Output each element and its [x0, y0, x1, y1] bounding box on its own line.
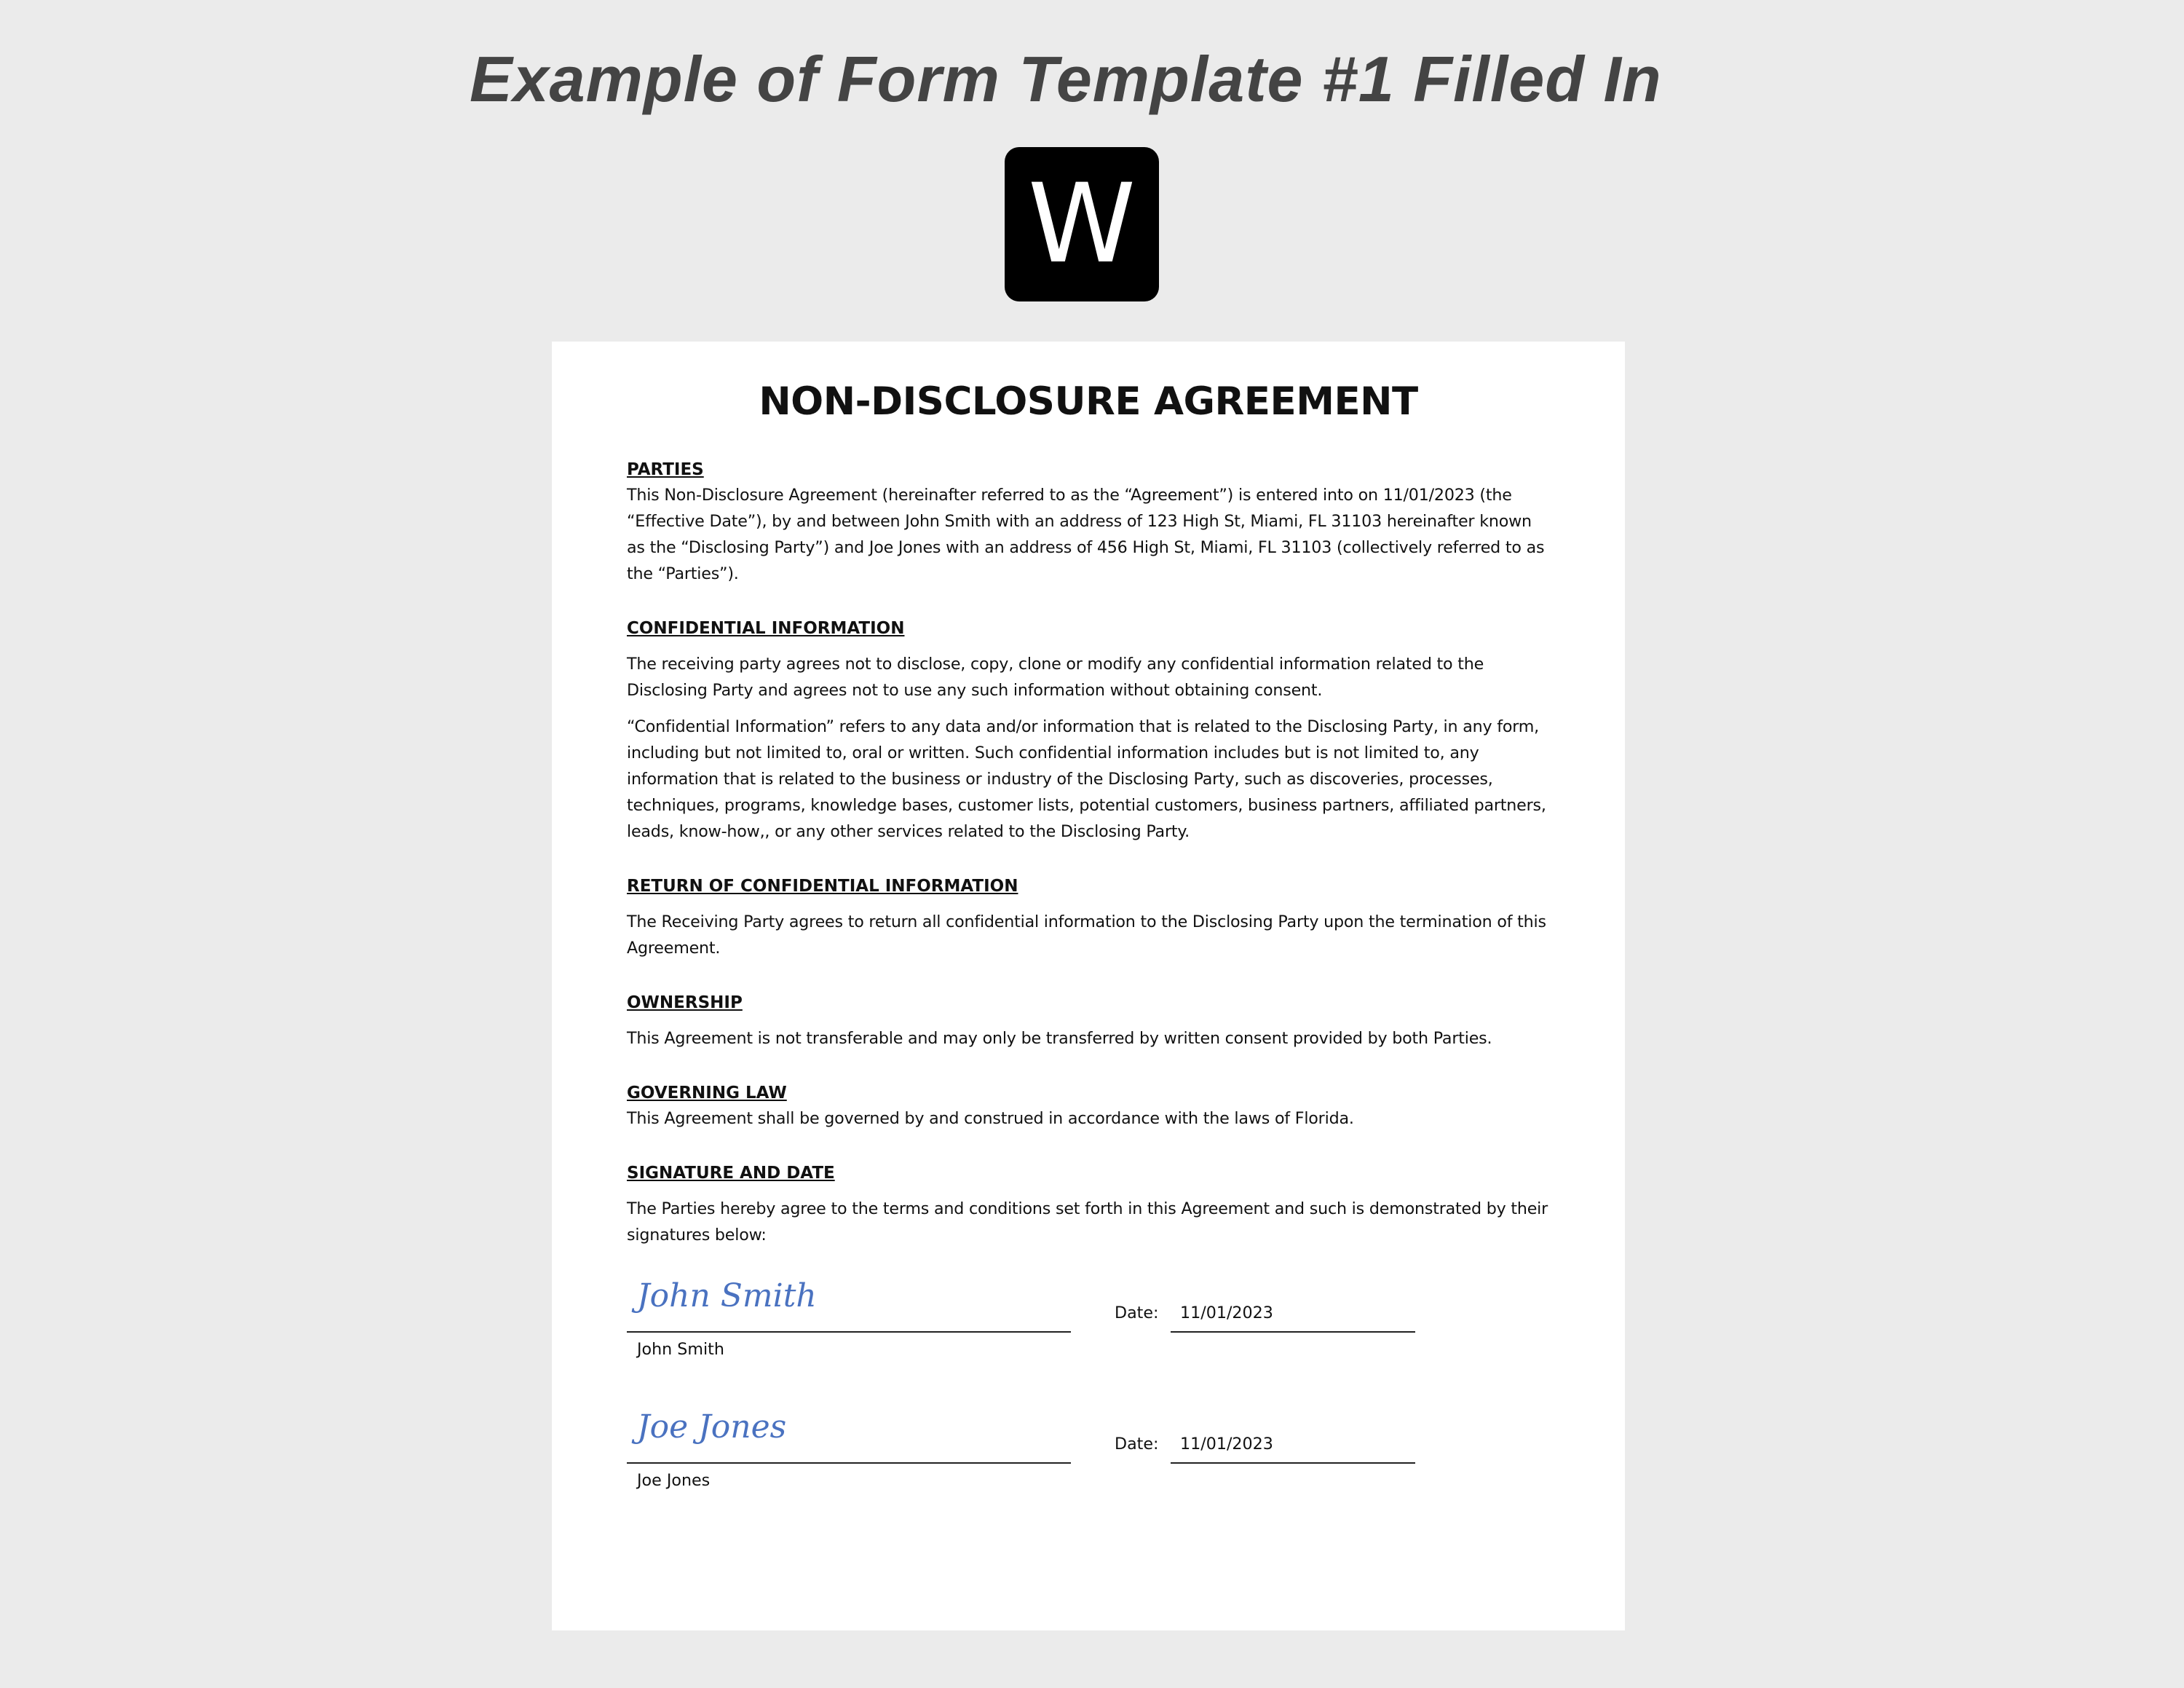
section-heading-signature: SIGNATURE AND DATE [627, 1164, 835, 1183]
signer-name-1: John Smith [637, 1340, 724, 1359]
date-label-1: Date: [1115, 1304, 1159, 1322]
signature-2: Joe Jones [637, 1408, 787, 1446]
signer-name-2: Joe Jones [637, 1471, 711, 1490]
page-title: Example of Form Template #1 Filled In [470, 43, 1662, 115]
signature-1: John Smith [637, 1277, 817, 1314]
signature-line-1 [627, 1331, 1071, 1333]
date-label-2: Date: [1115, 1435, 1159, 1454]
section-heading-return: RETURN OF CONFIDENTIAL INFORMATION [627, 877, 1018, 896]
word-icon-letter: W [1027, 161, 1136, 288]
paragraph-ownership: This Agreement is not transferable and may only be transferred by written consent provided by both Parties. [627, 1029, 1492, 1048]
signature-line-2 [627, 1462, 1071, 1464]
nda-document [552, 342, 1625, 1630]
section-heading-parties: PARTIES [627, 460, 704, 479]
section-ownership [627, 990, 1550, 1052]
microsoft-word-icon [1005, 147, 1159, 301]
paragraph-parties: This Non-Disclosure Agreement (hereinafter referred to as the “Agreement”) is entered into on 11/01/2023 (the “Effective Date”), by and between John Smith with an address of 123 High St, Miami, FL 31103 hereinafter known as the “Disclosing Party”) and Joe Jones with an address of 456 High St, Miami, FL 31103 (collectively referred to as the “Parties”). [627, 486, 1545, 583]
paragraph-confidential-2: “Confidential Information” refers to any data and/or information that is related to the Disclosing Party, in any form, including but not limited to, oral or written. Such confidential information includes but is not limited to, any information that is related to the business or industry of the Disclosing Party, such as discoveries, processes, techniques, programs, knowledge bases, customer lists, potential customers, business partners, affiliated partners, leads, know-how,, or any other services related to the Disclosing Party. [627, 717, 1546, 841]
document-title: NON-DISCLOSURE AGREEMENT [759, 379, 1418, 424]
signature-block-2 [627, 1408, 1550, 1539]
paragraph-confidential-1: The receiving party agrees not to disclose, copy, clone or modify any confidential information related to the Disclosing Party and agrees not to use any such information without obtaining consent. [627, 655, 1484, 700]
section-parties [627, 457, 1550, 587]
paragraph-governing-law: This Agreement shall be governed by and construed in accordance with the laws of Florida. [627, 1109, 1354, 1128]
paragraph-return: The Receiving Party agrees to return all confidential information to the Disclosing Party upon the termination of this Agreement. [627, 912, 1546, 958]
date-line-1 [1171, 1331, 1415, 1333]
date-value-2: 11/01/2023 [1180, 1435, 1273, 1454]
section-signature-and-date [627, 1161, 1550, 1248]
paragraph-signature: The Parties hereby agree to the terms and conditions set forth in this Agreement and such is demonstrated by their signatures below: [627, 1199, 1548, 1245]
signature-block-1 [627, 1277, 1550, 1408]
section-heading-ownership: OWNERSHIP [627, 993, 743, 1012]
section-heading-governing-law: GOVERNING LAW [627, 1084, 787, 1103]
section-governing-law [627, 1081, 1550, 1132]
section-confidential-information [627, 616, 1550, 845]
section-heading-confidential-information: CONFIDENTIAL INFORMATION [627, 619, 905, 638]
date-line-2 [1171, 1462, 1415, 1464]
date-value-1: 11/01/2023 [1180, 1304, 1273, 1322]
section-return-of-confidential-information [627, 874, 1550, 961]
